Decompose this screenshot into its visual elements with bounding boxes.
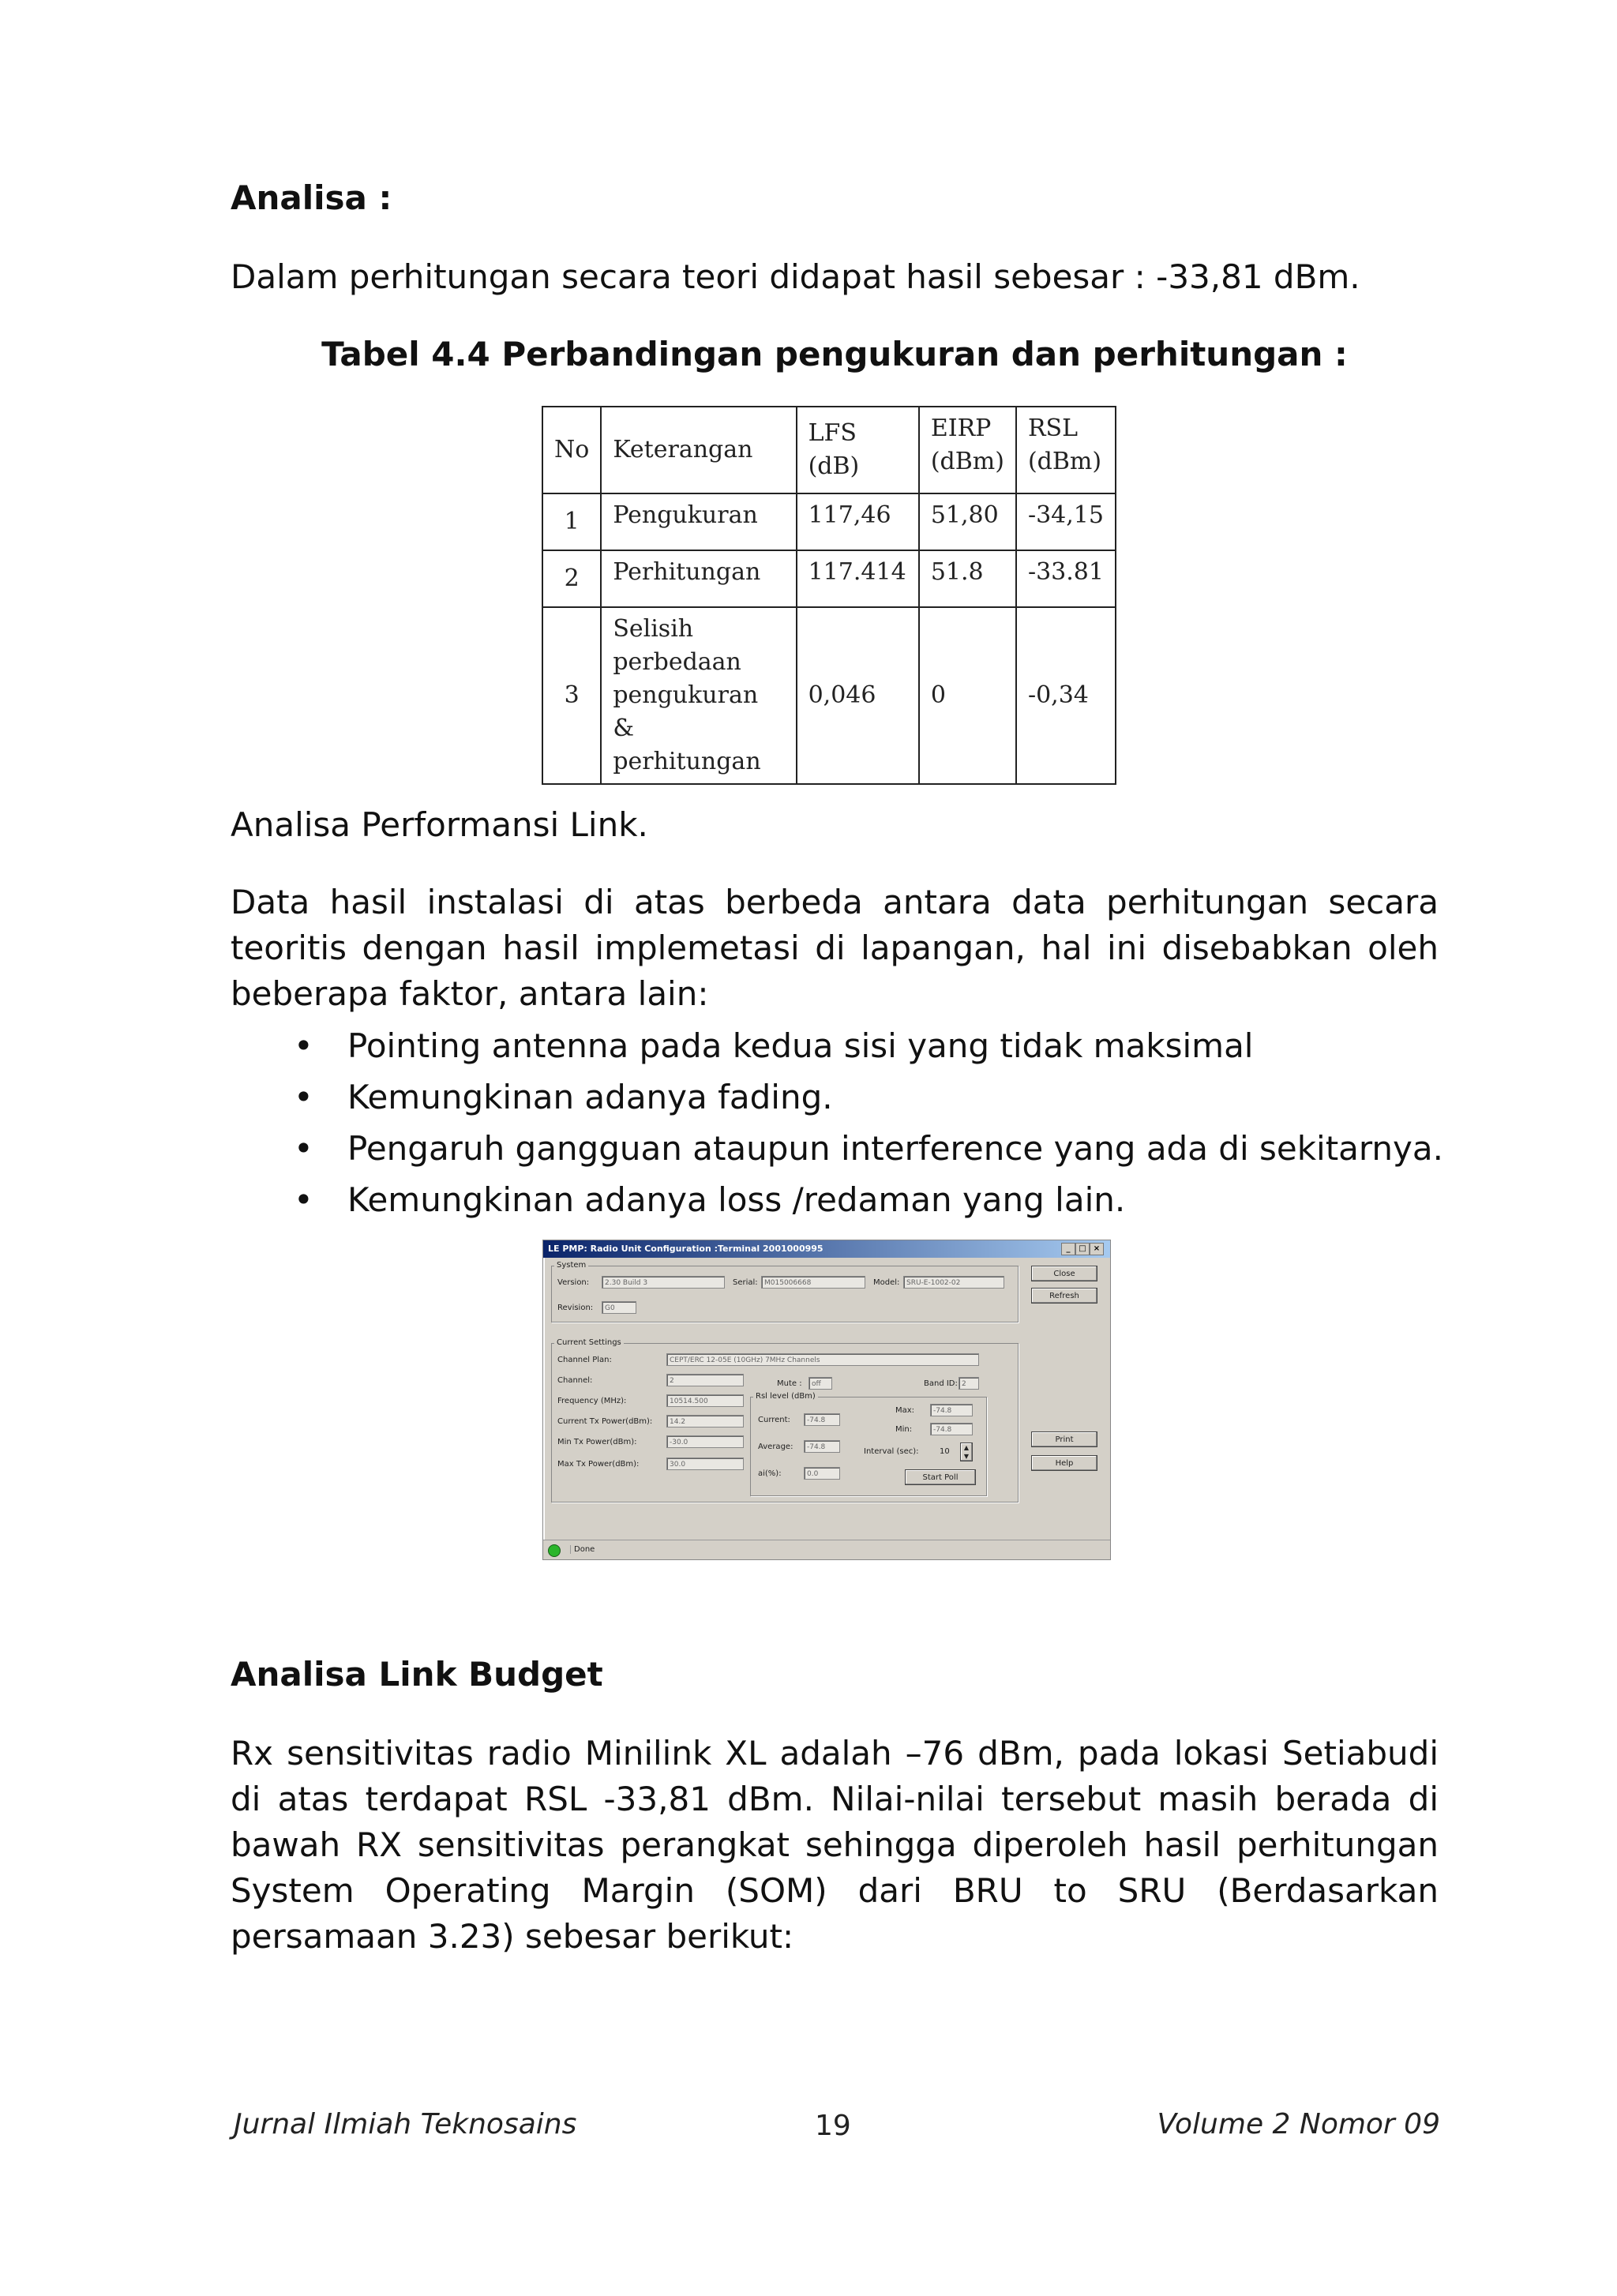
frequency-field[interactable]: 10514.500 xyxy=(666,1394,744,1407)
revision-label: Revision: xyxy=(557,1304,594,1312)
table-header-row xyxy=(542,407,1116,493)
cell-no: 3 xyxy=(542,607,601,784)
system-group xyxy=(551,1266,1019,1322)
table-row xyxy=(542,493,1116,550)
cell-lfs: 0,046 xyxy=(797,607,919,784)
status-led-icon xyxy=(548,1544,561,1557)
current-tx-label: Current Tx Power(dBm): xyxy=(557,1417,653,1426)
header-lfs: LFS (dB) xyxy=(797,407,919,493)
cell-keterangan: Selisih perbedaan pengukuran & perhitungan xyxy=(601,607,796,784)
version-label: Version: xyxy=(557,1278,590,1287)
band-id-label: Band ID: xyxy=(924,1379,958,1388)
list-item: • Kemungkinan adanya fading. xyxy=(294,1071,1443,1123)
paragraph-rx: Rx sensitivitas radio Minilink XL adalah –76 dBm, pada lokasi Setiabudi di atas terdapat RSL -33,81 dBm. Nilai-nilai tersebut masih berada di bawah RX sensitivitas perangkat sehingga diperoleh hasil perhitungan System Operating Margin (SOM) dari BRU to SRU (Berdasarkan persamaan 3.23) sebesar berikut: xyxy=(231,1734,1439,1956)
heading-performansi: Analisa Performansi Link. xyxy=(231,805,648,844)
factor-list xyxy=(294,1020,1443,1225)
average-label: Average: xyxy=(758,1443,793,1451)
minimize-icon[interactable]: _ xyxy=(1061,1243,1075,1255)
status-bar xyxy=(543,1540,1110,1559)
max-field[interactable]: -74.8 xyxy=(930,1404,973,1416)
mute-label: Mute : xyxy=(777,1379,802,1388)
cell-no: 2 xyxy=(542,550,601,607)
frequency-label: Frequency (MHz): xyxy=(557,1397,627,1405)
rsl-level-label: Rsl level (dBm) xyxy=(753,1392,818,1401)
model-label: Model: xyxy=(873,1278,900,1287)
channel-plan-field[interactable]: CEPT/ERC 12-05E (10GHz) 7MHz Channels xyxy=(666,1353,979,1366)
close-icon[interactable]: × xyxy=(1090,1243,1104,1255)
header-rsl: RSL (dBm) xyxy=(1016,407,1116,493)
window-titlebar xyxy=(543,1240,1110,1258)
version-field[interactable]: 2.30 Build 3 xyxy=(602,1276,725,1289)
channel-field[interactable]: 2 xyxy=(666,1374,744,1386)
cell-eirp: 51,80 xyxy=(919,493,1016,550)
ai-field[interactable]: 0.0 xyxy=(804,1467,840,1480)
refresh-button[interactable]: Refresh xyxy=(1031,1288,1097,1304)
min-label: Min: xyxy=(895,1425,913,1434)
cell-lfs: 117,46 xyxy=(797,493,919,550)
header-no: No xyxy=(542,407,601,493)
close-button[interactable]: Close xyxy=(1031,1266,1097,1281)
serial-label: Serial: xyxy=(733,1278,758,1287)
max-tx-field[interactable]: 30.0 xyxy=(666,1458,744,1470)
list-item: • Pointing antenna pada kedua sisi yang tidak maksimal xyxy=(294,1020,1443,1071)
radio-config-screenshot xyxy=(542,1240,1111,1560)
list-item: • Pengaruh gangguan ataupun interference yang ada di sekitarnya. xyxy=(294,1123,1443,1174)
system-group-label: System xyxy=(554,1261,588,1270)
interval-spinner[interactable]: ▲ ▼ xyxy=(960,1443,973,1461)
window-title: LE PMP: Radio Unit Configuration :Terminal 2001000995 xyxy=(548,1244,824,1254)
paragraph-data: Data hasil instalasi di atas berbeda antara data perhitungan secara teoritis dengan hasil implemetasi di lapangan, hal ini disebabkan oleh beberapa faktor, antara lain: xyxy=(231,883,1439,1013)
current-settings-label: Current Settings xyxy=(554,1338,624,1347)
serial-field[interactable]: M015006668 xyxy=(761,1276,865,1289)
max-tx-label: Max Tx Power(dBm): xyxy=(557,1460,640,1469)
footer-volume: Volume 2 Nomor 09 xyxy=(1157,2108,1440,2140)
channel-plan-label: Channel Plan: xyxy=(557,1356,612,1364)
cell-keterangan: Pengukuran xyxy=(601,493,796,550)
cell-no: 1 xyxy=(542,493,601,550)
min-field[interactable]: -74.8 xyxy=(930,1423,973,1435)
max-label: Max: xyxy=(895,1406,915,1415)
table-caption: Tabel 4.4 Perbandingan pengukuran dan perhitungan : xyxy=(321,335,1348,373)
heading-link-budget: Analisa Link Budget xyxy=(231,1655,603,1694)
footer-journal: Jurnal Ilmiah Teknosains xyxy=(234,2108,577,2140)
band-id-field[interactable]: 2 xyxy=(959,1377,979,1390)
interval-label: Interval (sec): xyxy=(864,1447,919,1456)
list-item: • Kemungkinan adanya loss /redaman yang lain. xyxy=(294,1174,1443,1225)
model-field[interactable]: SRU-E-1002-02 xyxy=(903,1276,1004,1289)
section-heading-analisa: Analisa : xyxy=(231,178,392,217)
header-eirp: EIRP (dBm) xyxy=(919,407,1016,493)
comparison-table xyxy=(542,406,1116,785)
footer-page-number: 19 xyxy=(815,2110,851,2142)
channel-label: Channel: xyxy=(557,1376,593,1385)
help-button[interactable]: Help xyxy=(1031,1455,1097,1471)
average-field[interactable]: -74.8 xyxy=(804,1440,840,1453)
cell-rsl: -33.81 xyxy=(1016,550,1116,607)
cell-rsl: -0,34 xyxy=(1016,607,1116,784)
ai-label: ai(%): xyxy=(758,1469,782,1478)
current-tx-field[interactable]: 14.2 xyxy=(666,1415,744,1427)
current-label: Current: xyxy=(758,1416,790,1424)
cell-lfs: 117.414 xyxy=(797,550,919,607)
cell-eirp: 51.8 xyxy=(919,550,1016,607)
start-poll-button[interactable]: Start Poll xyxy=(905,1469,976,1485)
status-text: Done xyxy=(570,1545,595,1554)
cell-eirp: 0 xyxy=(919,607,1016,784)
min-tx-label: Min Tx Power(dBm): xyxy=(557,1438,637,1446)
cell-keterangan: Perhitungan xyxy=(601,550,796,607)
cell-rsl: -34,15 xyxy=(1016,493,1116,550)
table-row xyxy=(542,550,1116,607)
table-row xyxy=(542,607,1116,784)
min-tx-field[interactable]: -30.0 xyxy=(666,1435,744,1448)
mute-field[interactable]: off xyxy=(808,1377,832,1390)
print-button[interactable]: Print xyxy=(1031,1431,1097,1447)
interval-value: 10 xyxy=(940,1447,950,1456)
maximize-icon[interactable]: □ xyxy=(1075,1243,1090,1255)
revision-field[interactable]: G0 xyxy=(602,1301,636,1314)
header-keterangan: Keterangan xyxy=(601,407,796,493)
current-field[interactable]: -74.8 xyxy=(804,1413,840,1426)
paragraph-teori: Dalam perhitungan secara teori didapat hasil sebesar : -33,81 dBm. xyxy=(231,257,1360,296)
